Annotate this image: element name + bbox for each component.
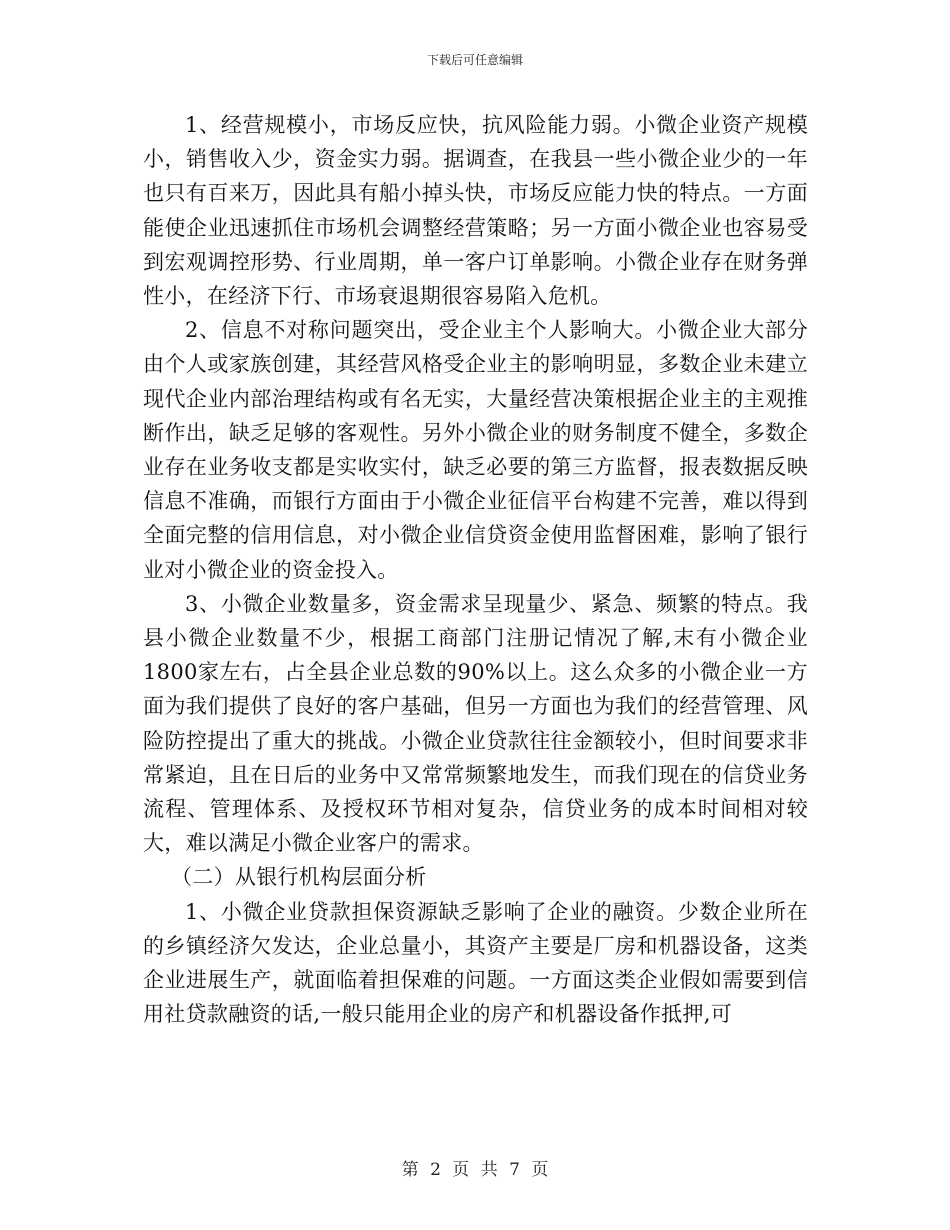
document-body — [143, 108, 808, 1031]
page-footer: 第 2 页 共 7 页 — [401, 1160, 549, 1180]
page-header: 下载后可任意编辑 — [426, 53, 523, 67]
paragraph-1: 1、经营规模小，市场反应快，抗风险能力弱。小微企业资产规模小，销售收入少，资金实力弱。据调查，在我县一些小微企业少的一年也只有百来万，因此具有船小掉头快，市场反应能力快的特点。一方面能使企业迅速抓住市场机会调整经营策略；另一方面小微企业也容易受到宏观调控形势、行业周期，单一客户订单影响。小微企业存在财务弹性小，在经济下行、市场衰退期很容易陷入危机。 — [143, 113, 808, 309]
paragraph-2: 2、信息不对称问题突出，受企业主个人影响大。小微企业大部分由个人或家族创建，其经营风格受企业主的影响明显，多数企业未建立现代企业内部治理结构或有名无实，大量经营决策根据企业主的主观推断作出，缺乏足够的客观性。另外小微企业的财务制度不健全，多数企业存在业务收支都是实收实付，缺乏必要的第三方监督，报表数据反映信息不准确，而银行方面由于小微企业征信平台构建不完善，难以得到全面完整的信用信息，对小微企业信贷资金使用监督困难，影响了银行业对小微企业的资金投入。 — [143, 318, 808, 582]
paragraph-3: 3、小微企业数量多，资金需求呈现量少、紧急、频繁的特点。我县小微企业数量不少，根据工商部门注册记情况了解,末有小微企业1800家左右，占全县企业总数的90%以上。这么众多的小微企业一方面为我们提供了良好的客户基础，但另一方面也为我们的经营管理、风险防控提出了重大的挑战。小微企业贷款往往金额较小，但时间要求非常紧迫，且在日后的业务中又常常频繁地发生，而我们现在的信贷业务流程、管理体系、及授权环节相对复杂，信贷业务的成本时间相对较大，难以满足小微企业客户的需求。 — [143, 591, 808, 856]
paragraph-4: 1、小微企业贷款担保资源缺乏影响了企业的融资。少数企业所在的乡镇经济欠发达，企业总量小，其资产主要是厂房和机器设备，这类企业进展生产，就面临着担保难的问题。一方面这类企业假如需要到信用社贷款融资的话,一般只能用企业的房产和机器设备作抵押,可 — [143, 899, 808, 1027]
section-heading: （二）从银行机构层面分析 — [171, 865, 427, 890]
